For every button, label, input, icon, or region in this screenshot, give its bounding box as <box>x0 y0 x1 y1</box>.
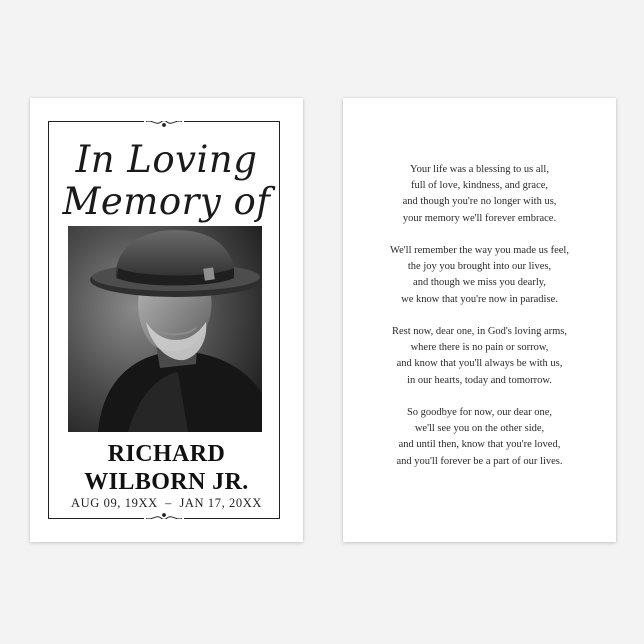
poem-line: in our hearts, today and tomorrow. <box>407 374 552 386</box>
poem-line: and until then, know that you're loved, <box>398 439 561 451</box>
poem-stanza <box>343 324 616 389</box>
poem-line: we'll see you on the other side, <box>414 423 545 435</box>
poem-line: and you'll forever be a part of our lives. <box>396 455 563 467</box>
memorial-card-front <box>30 98 303 542</box>
name-last: WILBORN JR. <box>84 469 249 495</box>
life-dates: AUG 09, 19XX – JAN 17, 20XX <box>70 496 262 510</box>
poem-line: we know that you're now in paradise. <box>401 293 558 305</box>
name-first: RICHARD <box>107 441 226 467</box>
poem-line: Your life was a blessing to us all, <box>410 164 549 175</box>
poem-line: full of love, kindness, and grace, <box>410 180 549 192</box>
poem-stanza <box>343 243 616 308</box>
title-in-loving: In Loving <box>75 138 258 181</box>
poem <box>343 162 616 486</box>
poem-stanza <box>343 162 616 227</box>
memorial-card-back <box>343 98 616 542</box>
poem-line: where there is no pain or sorrow, <box>410 342 549 354</box>
poem-line: We'll remember the way you made us feel, <box>390 245 569 256</box>
poem-line: and though we miss you dearly, <box>413 277 546 289</box>
title-memory-of: Memory of <box>62 180 271 223</box>
poem-line: and know that you'll always be with us, <box>396 358 563 370</box>
portrait-photo <box>68 226 262 432</box>
poem-line: So goodbye for now, our dear one, <box>406 407 553 418</box>
poem-stanza <box>343 405 616 470</box>
poem-line: your memory we'll forever embrace. <box>402 212 557 224</box>
poem-line: the joy you brought into our lives, <box>407 261 552 273</box>
poem-line: Rest now, dear one, in God's loving arms, <box>391 326 568 337</box>
poem-line: and though you're no longer with us, <box>402 196 557 208</box>
